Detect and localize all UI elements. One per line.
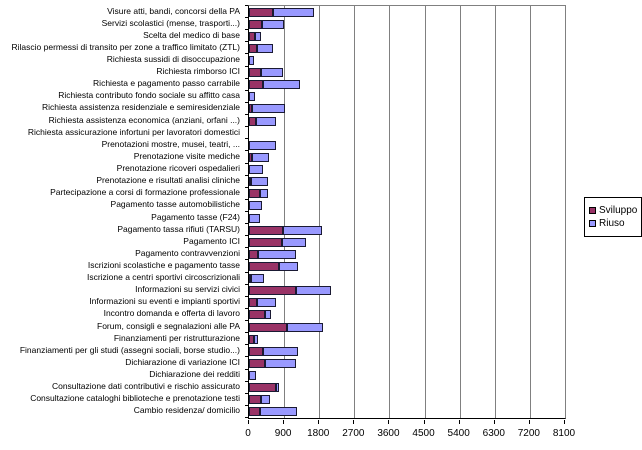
category-label: Iscrizioni scolastiche e pagamento tasse — [87, 259, 240, 270]
x-axis-tick-label: 7200 — [517, 428, 540, 439]
legend-label-riuso: Riuso — [599, 218, 625, 229]
category-axis-tick — [245, 320, 248, 321]
bar-segment-riuso — [249, 165, 263, 174]
sviluppo-swatch-icon — [589, 207, 596, 214]
category-label: Consultazione cataloghi biblioteche e prenotazione testi — [30, 393, 240, 404]
category-label: Forum, consigli e segnalazioni alle PA — [97, 320, 240, 331]
category-label: Servizi scolastici (mense, trasporti...) — [101, 17, 240, 28]
category-axis-tick — [245, 199, 248, 200]
x-axis-tick — [494, 420, 495, 424]
legend-item-sviluppo — [589, 205, 637, 216]
bar-row — [249, 286, 331, 295]
plot-area — [248, 5, 566, 419]
gridline — [460, 6, 461, 418]
category-axis-tick — [245, 211, 248, 212]
bar-segment-riuso — [265, 310, 270, 319]
x-axis-tick-label: 8100 — [552, 428, 576, 439]
category-label: Pagamento ICI — [183, 235, 240, 246]
category-axis-tick — [245, 175, 248, 176]
bar-segment-riuso — [283, 226, 321, 235]
category-axis-tick — [245, 296, 248, 297]
bar-segment-sviluppo — [249, 117, 256, 126]
bar-segment-sviluppo — [249, 44, 257, 53]
x-axis-tick — [424, 420, 425, 424]
category-label: Consultazione dati contributivi e rischio assicurato — [51, 381, 240, 392]
category-label: Prenotazioni mostre, musei, teatri, ... — [101, 138, 240, 149]
bar-row — [249, 92, 255, 101]
category-axis-tick — [245, 126, 248, 127]
category-label: Informazioni su servizi civici — [135, 284, 240, 295]
category-label: Visure atti, bandi, concorsi della PA — [107, 5, 240, 16]
bar-row — [249, 201, 262, 210]
bar-segment-riuso — [261, 395, 271, 404]
legend-item-riuso — [589, 218, 637, 229]
bar-segment-sviluppo — [249, 395, 261, 404]
category-axis-tick — [245, 163, 248, 164]
bar-segment-riuso — [265, 359, 295, 368]
x-axis-tick-label: 3600 — [377, 428, 400, 439]
bar-row — [249, 20, 284, 29]
category-axis-tick — [245, 29, 248, 30]
category-label: Pagamento tassa rifiuti (TARSU) — [117, 223, 240, 234]
bar-segment-riuso — [249, 56, 254, 65]
x-axis-tick — [283, 420, 284, 424]
gridline — [389, 6, 390, 418]
category-axis-tick — [245, 5, 248, 6]
bar-segment-riuso — [249, 371, 256, 380]
bar-segment-riuso — [279, 262, 297, 271]
category-label: Richiesta e pagamento passo carrabile — [93, 78, 240, 89]
bar-segment-riuso — [263, 347, 297, 356]
gridline — [284, 6, 285, 418]
bar-row — [249, 153, 269, 162]
bar-segment-sviluppo — [249, 226, 283, 235]
bar-segment-sviluppo — [249, 298, 257, 307]
category-axis-tick — [245, 332, 248, 333]
category-label: Richiesta assistenza economica (anziani, orfani ...) — [48, 114, 240, 125]
category-label: Richiesta assicurazione infortuni per lavoratori domestici — [27, 126, 240, 137]
category-axis-tick — [245, 272, 248, 273]
bar-segment-riuso — [258, 250, 296, 259]
category-label: Richiesta sussidi di disoccupazione — [106, 53, 240, 64]
bar-segment-riuso — [260, 407, 297, 416]
category-label: Pagamento tasse (F24) — [151, 211, 240, 222]
category-label: Richiesta contributo fondo sociale su affitto casa — [58, 90, 240, 101]
bar-segment-riuso — [255, 32, 261, 41]
bar-segment-riuso — [251, 274, 264, 283]
category-axis-tick — [245, 344, 248, 345]
bar-row — [249, 226, 322, 235]
category-label: Partecipazione a corsi di formazione professionale — [50, 187, 240, 198]
bar-row — [249, 56, 254, 65]
category-axis-tick — [245, 381, 248, 382]
category-axis-tick — [245, 150, 248, 151]
x-axis-tick-label: 1800 — [307, 428, 330, 439]
bar-segment-riuso — [273, 8, 314, 17]
category-axis-tick — [245, 223, 248, 224]
category-axis-tick — [245, 308, 248, 309]
x-axis-tick-label: 4500 — [412, 428, 435, 439]
category-label: Finanziamenti per ristrutturazione — [113, 332, 240, 343]
bar-segment-riuso — [256, 117, 276, 126]
category-label: Incontro domanda e offerta di lavoro — [103, 308, 240, 319]
bar-segment-sviluppo — [249, 407, 260, 416]
x-axis-tick-label: 5400 — [447, 428, 470, 439]
bar-segment-riuso — [257, 44, 273, 53]
bar-row — [249, 310, 271, 319]
bar-segment-sviluppo — [249, 359, 265, 368]
category-label: Iscrizione a centri sportivi circoscrizionali — [86, 272, 240, 283]
x-axis-tick — [318, 420, 319, 424]
gridline — [354, 6, 355, 418]
x-axis-tick — [388, 420, 389, 424]
bar-row — [249, 371, 256, 380]
category-label: Prenotazione visite mediche — [133, 150, 240, 161]
bar-segment-riuso — [249, 214, 260, 223]
bar-segment-sviluppo — [249, 80, 263, 89]
riuso-swatch-icon — [589, 220, 596, 227]
bar-row — [249, 262, 298, 271]
x-axis-tick-label: 0 — [245, 428, 251, 439]
category-axis-tick — [245, 78, 248, 79]
x-axis-tick — [248, 420, 249, 424]
category-label: Pagamento contravvenzioni — [135, 247, 240, 258]
category-axis-tick — [245, 417, 248, 418]
bar-segment-sviluppo — [249, 310, 265, 319]
bar-segment-riuso — [249, 141, 276, 150]
x-axis-tick — [529, 420, 530, 424]
bar-row — [249, 189, 268, 198]
bar-segment-sviluppo — [249, 8, 273, 17]
bar-row — [249, 238, 306, 247]
category-axis-tick — [245, 41, 248, 42]
gridline — [319, 6, 320, 418]
bar-row — [249, 177, 268, 186]
bar-row — [249, 274, 264, 283]
bar-segment-riuso — [252, 153, 269, 162]
bar-segment-sviluppo — [249, 189, 260, 198]
bar-segment-riuso — [282, 238, 306, 247]
category-axis-tick — [245, 235, 248, 236]
bar-segment-riuso — [276, 383, 279, 392]
bar-segment-riuso — [287, 323, 323, 332]
category-label: Cambio residenza/ domicilio — [133, 405, 240, 416]
category-axis-tick — [245, 369, 248, 370]
bar-row — [249, 104, 285, 113]
bar-row — [249, 323, 323, 332]
category-label: Richiesta assistenza residenziale e semiresidenziale — [42, 102, 240, 113]
bar-row — [249, 141, 276, 150]
category-axis-tick — [245, 259, 248, 260]
bar-segment-riuso — [249, 201, 262, 210]
category-label: Prenotazione ricoveri ospedalieri — [116, 163, 240, 174]
bar-row — [249, 32, 261, 41]
category-label: Prenotazione e risultati analisi cliniche — [96, 175, 240, 186]
category-label: Scelta del medico di base — [143, 29, 240, 40]
category-axis-tick — [245, 66, 248, 67]
bar-row — [249, 407, 297, 416]
category-axis-tick — [245, 247, 248, 248]
category-axis-tick — [245, 90, 248, 91]
bar-segment-sviluppo — [249, 323, 287, 332]
bar-row — [249, 68, 283, 77]
gridline — [425, 6, 426, 418]
bar-row — [249, 298, 276, 307]
legend-label-sviluppo: Sviluppo — [599, 205, 638, 216]
bar-segment-riuso — [260, 189, 268, 198]
gridline — [530, 6, 531, 418]
category-axis-tick — [245, 356, 248, 357]
bar-segment-sviluppo — [249, 238, 282, 247]
category-axis-tick — [245, 405, 248, 406]
category-axis-tick — [245, 114, 248, 115]
legend — [584, 197, 642, 237]
category-axis-tick — [245, 102, 248, 103]
bar-segment-riuso — [262, 20, 285, 29]
bar-row — [249, 117, 276, 126]
x-axis-tick-label: 900 — [274, 428, 292, 439]
bar-row — [249, 335, 258, 344]
bar-segment-riuso — [249, 92, 255, 101]
category-axis-tick — [245, 138, 248, 139]
bar-segment-riuso — [251, 177, 267, 186]
bar-segment-riuso — [296, 286, 331, 295]
category-label: Richiesta rimborso ICI — [156, 66, 240, 77]
bar-row — [249, 359, 296, 368]
x-axis-tick-label: 6300 — [482, 428, 505, 439]
gridline — [495, 6, 496, 418]
bar-segment-sviluppo — [249, 383, 276, 392]
category-label: Finanziamenti per gli studi (assegni sociali, borse studio...) — [19, 344, 240, 355]
category-label: Pagamento tasse automobilistiche — [110, 199, 240, 210]
bar-row — [249, 250, 296, 259]
bar-segment-riuso — [254, 335, 258, 344]
bar-segment-sviluppo — [249, 250, 258, 259]
bar-row — [249, 214, 260, 223]
bar-segment-sviluppo — [249, 68, 261, 77]
bar-segment-riuso — [257, 298, 276, 307]
x-axis-tick-label: 2700 — [342, 428, 365, 439]
bar-segment-sviluppo — [249, 347, 263, 356]
category-axis-tick — [245, 53, 248, 54]
x-axis-tick — [353, 420, 354, 424]
category-label: Informazioni su eventi e impianti sportivi — [89, 296, 240, 307]
category-axis-tick — [245, 17, 248, 18]
bar-row — [249, 395, 270, 404]
bar-row — [249, 80, 300, 89]
category-axis-tick — [245, 284, 248, 285]
category-label: Dichiarazione dei redditi — [149, 369, 240, 380]
bar-row — [249, 383, 279, 392]
x-axis-tick — [564, 420, 565, 424]
bar-segment-riuso — [261, 68, 284, 77]
bar-row — [249, 8, 314, 17]
category-label: Rilascio permessi di transito per zone a traffico limitato (ZTL) — [11, 41, 240, 52]
bar-segment-sviluppo — [249, 286, 296, 295]
category-axis-tick — [245, 187, 248, 188]
x-axis-tick — [459, 420, 460, 424]
bar-row — [249, 347, 298, 356]
bar-segment-sviluppo — [249, 262, 279, 271]
bar-segment-sviluppo — [249, 20, 262, 29]
bar-segment-riuso — [252, 104, 285, 113]
bar-row — [249, 165, 263, 174]
category-label: Dichiarazione di variazione ICI — [125, 356, 240, 367]
category-axis-tick — [245, 393, 248, 394]
bar-segment-riuso — [263, 80, 300, 89]
category-axis-labels — [0, 5, 244, 419]
bar-row — [249, 44, 273, 53]
